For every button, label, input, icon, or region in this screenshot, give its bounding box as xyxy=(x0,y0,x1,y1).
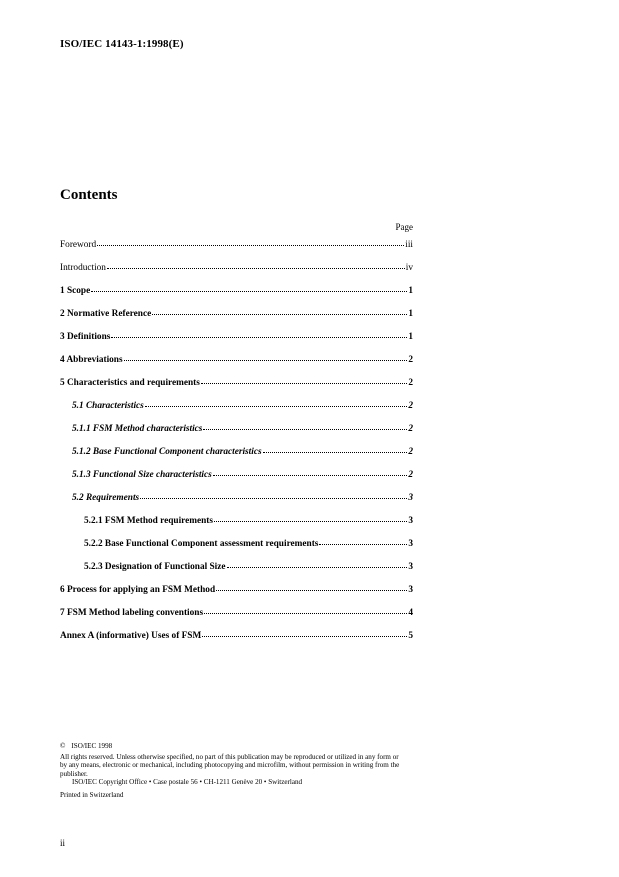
toc-entry-title: 5.2.3 Designation of Functional Size xyxy=(84,562,226,572)
toc-dot-leader xyxy=(91,291,407,292)
toc-entry-title: Foreword xyxy=(60,240,97,250)
toc-entry-title: 3 Definitions xyxy=(60,332,111,342)
toc-entry-title: 5.1 Characteristics xyxy=(72,401,144,411)
toc-entry[interactable] xyxy=(60,332,413,355)
copyright-holder: ISO/IEC 1998 xyxy=(71,742,113,750)
toc-entry-title: 5.2.2 Base Functional Component assessment requirements xyxy=(84,539,319,549)
toc-entry-page: 2 xyxy=(408,378,413,388)
toc-entry-title: 5.2 Requirements xyxy=(72,493,140,503)
toc-dot-leader xyxy=(97,245,404,246)
toc-dot-leader xyxy=(319,544,407,545)
toc-entry-page: 2 xyxy=(408,355,413,365)
contents-title: Contents xyxy=(60,187,118,203)
toc-entry[interactable] xyxy=(60,562,413,585)
copyright-block xyxy=(60,742,405,800)
toc-entry-title: 2 Normative Reference xyxy=(60,309,152,319)
toc-entry-page: 2 xyxy=(408,470,413,480)
toc-entry-page: 2 xyxy=(408,401,413,411)
toc-entry[interactable] xyxy=(60,378,413,401)
toc-entry-page: 2 xyxy=(408,424,413,434)
page-number: ii xyxy=(60,838,66,848)
toc-entry-title: 5 Characteristics and requirements xyxy=(60,378,200,388)
toc-entry-title: Annex A (informative) Uses of FSM xyxy=(60,631,202,641)
toc-entry-title: 5.1.3 Functional Size characteristics xyxy=(72,470,212,480)
toc-entry[interactable] xyxy=(60,309,413,332)
toc-dot-leader xyxy=(213,475,408,476)
toc-dot-leader xyxy=(152,314,407,315)
toc-entry[interactable] xyxy=(60,493,413,516)
toc-entry[interactable] xyxy=(60,447,413,470)
toc-dot-leader xyxy=(145,406,408,407)
document-id: ISO/IEC 14143-1:1998(E) xyxy=(60,38,184,50)
toc-entry-title: Introduction xyxy=(60,263,106,273)
toc-dot-leader xyxy=(202,636,407,637)
toc-dot-leader xyxy=(107,268,405,269)
toc-entry[interactable] xyxy=(60,424,413,447)
toc-entry-page: 1 xyxy=(408,286,413,296)
toc-entry-page: iii xyxy=(405,240,413,250)
toc-dot-leader xyxy=(214,521,407,522)
toc-entry-page: 3 xyxy=(408,585,413,595)
page-column-label: Page xyxy=(395,222,413,232)
table-of-contents xyxy=(60,240,413,654)
toc-entry[interactable] xyxy=(60,263,413,286)
toc-entry-page: 1 xyxy=(408,332,413,342)
toc-entry[interactable] xyxy=(60,631,413,654)
toc-entry[interactable] xyxy=(60,516,413,539)
toc-entry-page: 4 xyxy=(408,608,413,618)
toc-dot-leader xyxy=(263,452,408,453)
toc-entry[interactable] xyxy=(60,539,413,562)
toc-entry-title: 5.1.2 Base Functional Component characteristics xyxy=(72,447,262,457)
toc-dot-leader xyxy=(204,613,407,614)
toc-entry[interactable] xyxy=(60,401,413,424)
toc-entry[interactable] xyxy=(60,585,413,608)
toc-entry-title: 6 Process for applying an FSM Method xyxy=(60,585,216,595)
toc-dot-leader xyxy=(201,383,407,384)
toc-entry-title: 4 Abbreviations xyxy=(60,355,123,365)
copyright-symbol: © xyxy=(60,742,66,750)
toc-entry[interactable] xyxy=(60,608,413,631)
toc-dot-leader xyxy=(227,567,408,568)
toc-entry-page: 3 xyxy=(408,516,413,526)
toc-entry-title: 1 Scope xyxy=(60,286,91,296)
toc-entry-page: 3 xyxy=(408,539,413,549)
copyright-office: ISO/IEC Copyright Office • Case postale 56 • CH-1211 Genève 20 • Switzerland xyxy=(72,778,303,787)
toc-entry-page: 3 xyxy=(408,493,413,503)
toc-entry[interactable] xyxy=(60,240,413,263)
toc-dot-leader xyxy=(203,429,407,430)
toc-entry[interactable] xyxy=(60,470,413,493)
toc-entry-page: 3 xyxy=(408,562,413,572)
toc-entry-page: 1 xyxy=(408,309,413,319)
toc-entry-title: 5.2.1 FSM Method requirements xyxy=(84,516,214,526)
toc-entry-title: 7 FSM Method labeling conventions xyxy=(60,608,204,618)
toc-entry-page: 5 xyxy=(408,631,413,641)
copyright-notice: All rights reserved. Unless otherwise specified, no part of this publication may be reproduced or utilized in any form or by any means, electronic or mechanical, including photocopying and microfilm, without permission in writing from the publisher. xyxy=(60,752,400,778)
toc-entry[interactable] xyxy=(60,355,413,378)
toc-entry-title: 5.1.1 FSM Method characteristics xyxy=(72,424,203,434)
toc-entry-page: iv xyxy=(405,263,413,273)
toc-dot-leader xyxy=(111,337,407,338)
toc-dot-leader xyxy=(140,498,407,499)
printed-in: Printed in Switzerland xyxy=(60,790,124,799)
toc-dot-leader xyxy=(216,590,407,591)
toc-entry-page: 2 xyxy=(408,447,413,457)
toc-dot-leader xyxy=(124,360,408,361)
toc-entry[interactable] xyxy=(60,286,413,309)
